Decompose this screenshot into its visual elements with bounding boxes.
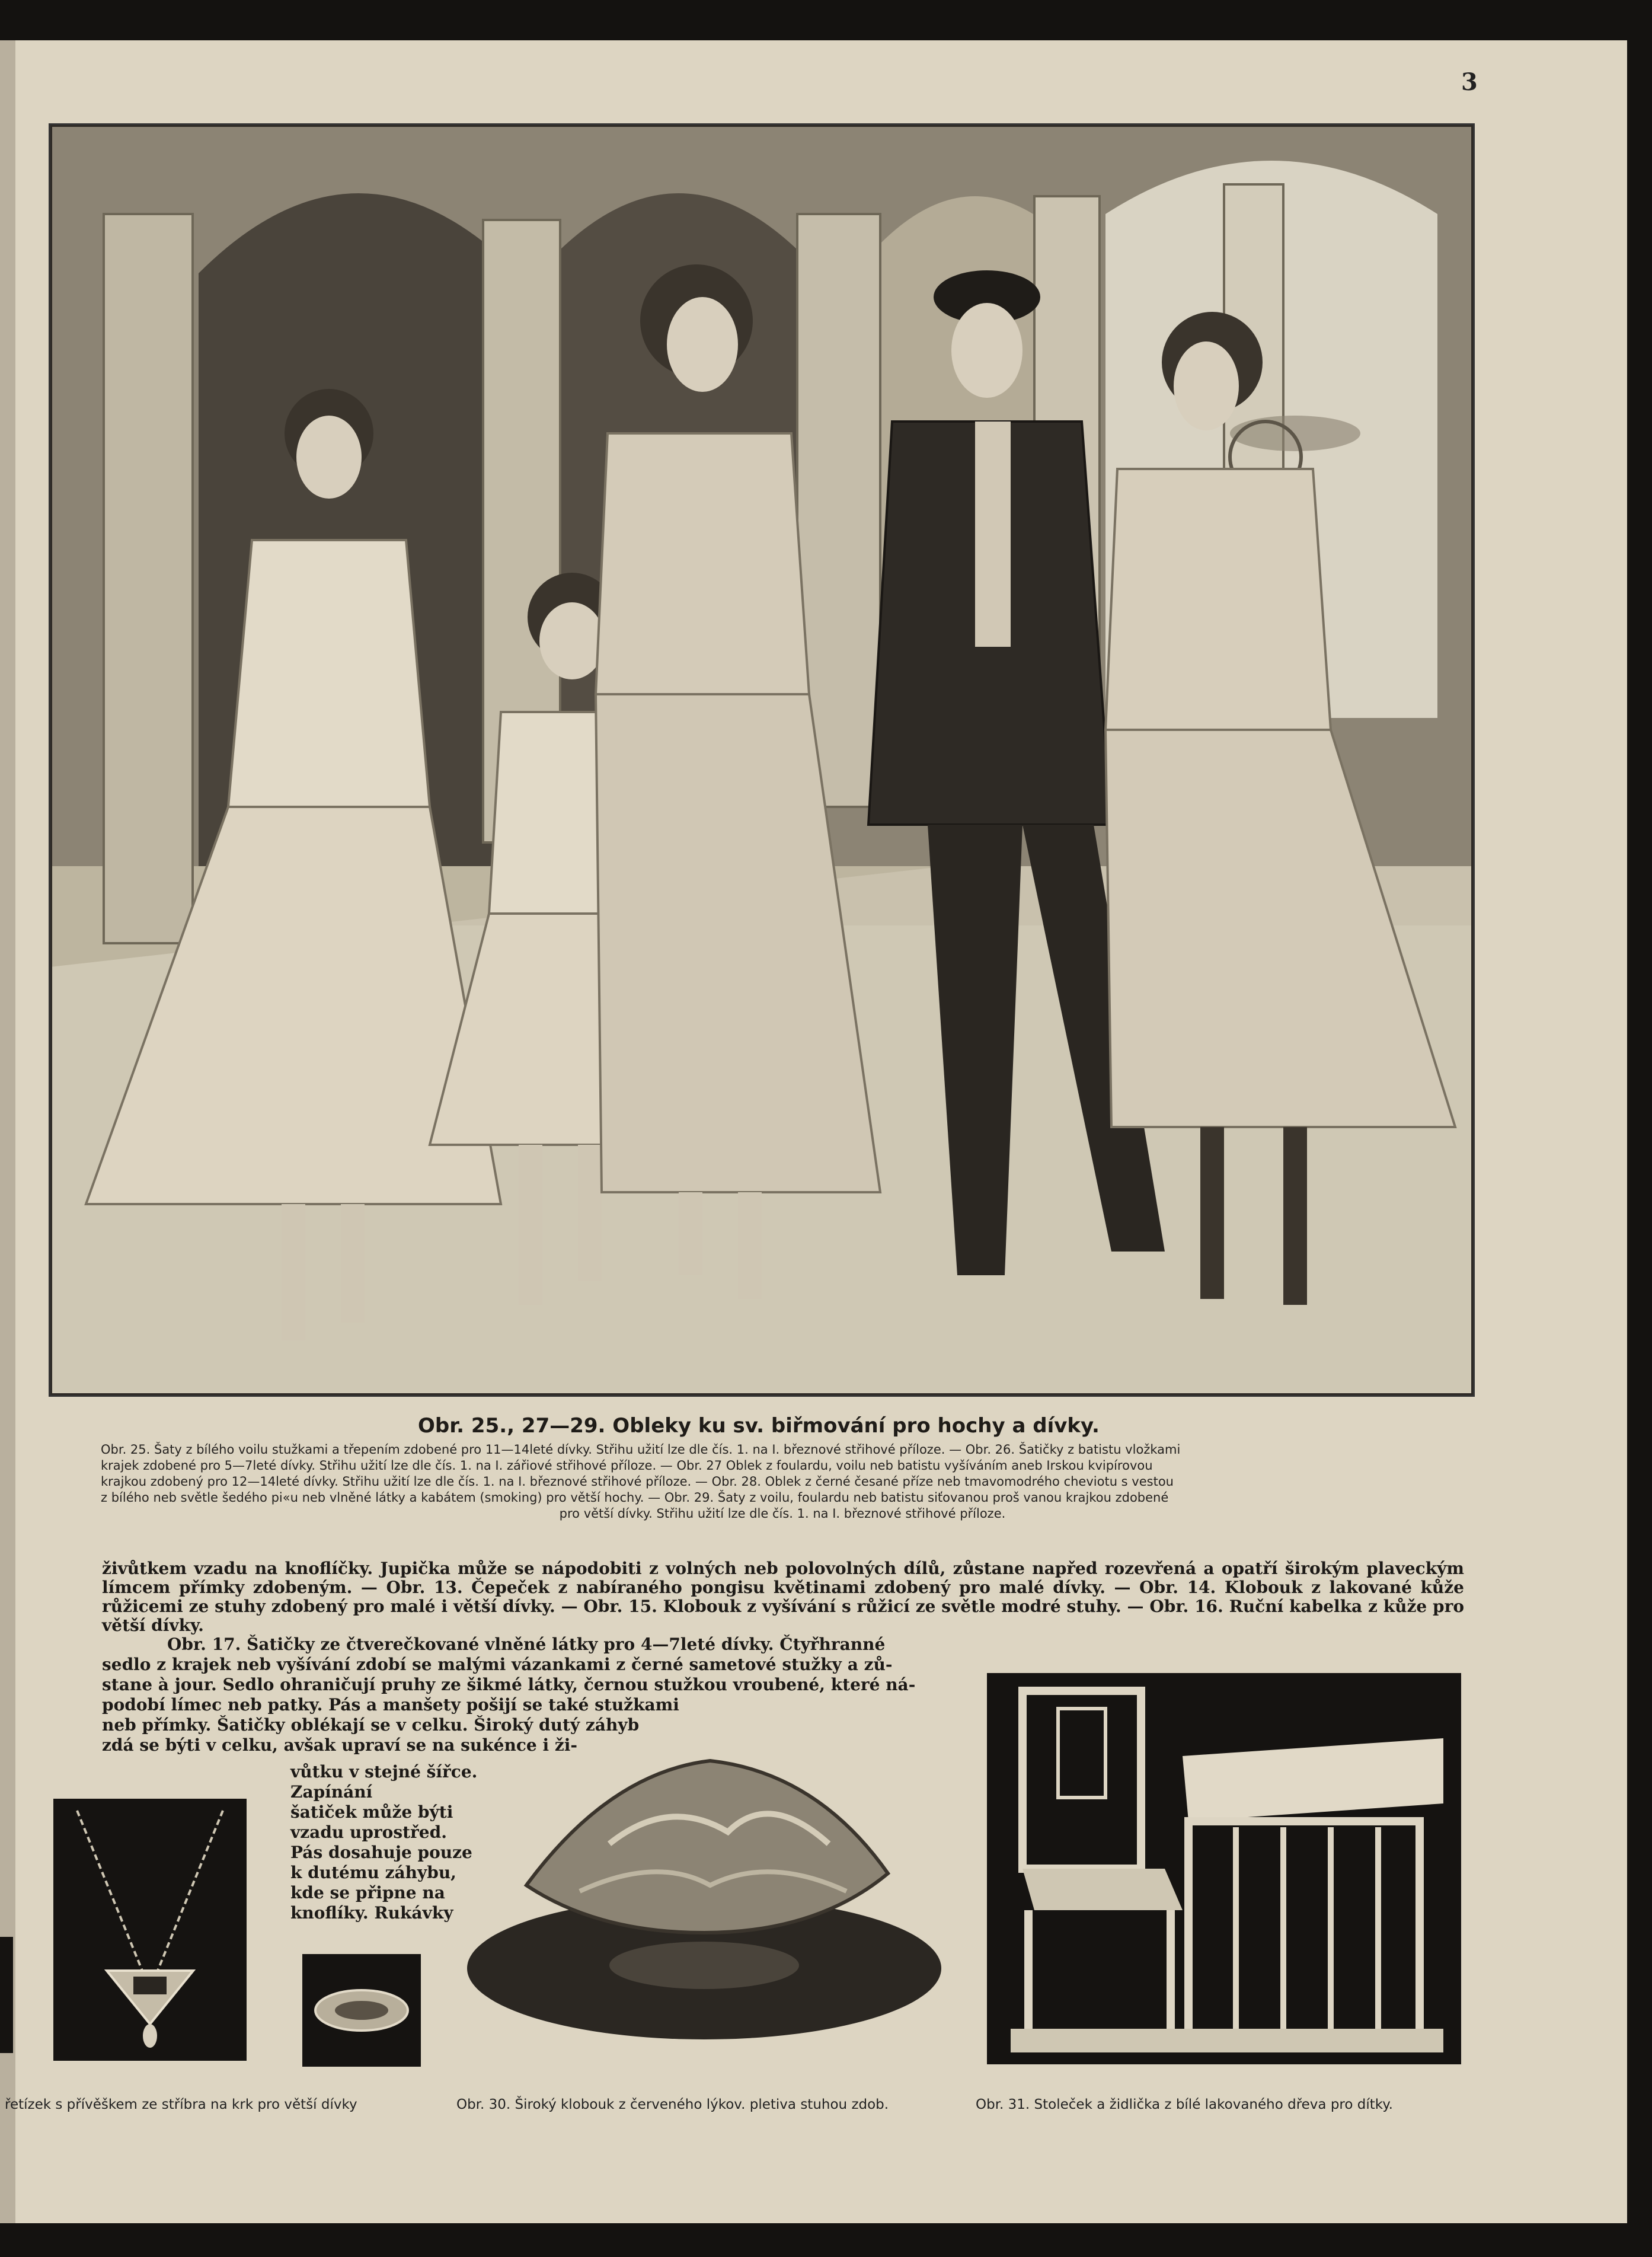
article-line: vzadu uprostřed. <box>290 1822 447 1842</box>
article-line: šatiček může býti <box>290 1802 453 1822</box>
necklace-caption: řetízek s přívěškem ze stříbra na krk pro větší dívky <box>5 2097 357 2112</box>
article-line: neb přímky. Šatičky oblékají se v celku. Široký dutý záhyb <box>102 1715 640 1735</box>
necklace-drawing <box>53 1799 247 2061</box>
carriage <box>1230 416 1360 451</box>
fashion-plate-drawing <box>50 125 1473 1395</box>
child-furniture-figure <box>987 1673 1461 2064</box>
article-line: podobí límec neb patky. Pás a manšety pošijí se také stužkami <box>102 1695 679 1715</box>
plate-caption-line: krajkou zdobený pro 12—14leté dívky. Střihu užití lze dle čís. 1. na I. březnové střihové příloze. — Obr. 28. Oblek z černé česané příze neb tmavomodrého cheviotu s vestou <box>101 1474 1174 1489</box>
brooch-drawing <box>302 1954 421 2067</box>
article-lead-paragraph: živůtkem vzadu na knoflíčky. Jupička může se nápodobiti z volných neb polovolných dílů, zůstane napřed rozevřená a opatří širokým plaveckým límcem přímky zdobeným. — Obr. 13. Čepeček z nabíraného pongisu květinami zdobený pro malé dívky. — Obr. 14. Klobouk z lakované kůže růžicemi ze stuhy zdobený pro malé i větší dívky. — Obr. 15. Klobouk z vyšívání s růžicí ze světle modré stuhy. — Obr. 16. Ruční kabelka z kůže pro větší dívky. <box>102 1559 1464 1635</box>
page-number: 3 <box>1461 68 1478 96</box>
article-line: Obr. 17. Šatičky ze čtverečkované vlněné látky pro 4—7leté dívky. Čtyřhranné <box>167 1635 886 1654</box>
hat-drawing <box>461 1737 947 2045</box>
pendant-necklace-figure <box>53 1799 247 2061</box>
plate-caption-line: krajek zdobené pro 5—7leté dívky. Střihu užití lze dle čís. 1. na I. zářiové střihové příloze. — Obr. 27 Oblek z foulardu, voilu neb batistu vyšíváním aneb Irskou kvipírovou <box>101 1458 1153 1473</box>
article-line: knoflíky. Rukávky <box>290 1903 453 1923</box>
brooch-figure <box>302 1954 421 2067</box>
scan-border-right <box>1627 0 1652 2257</box>
fashion-plate-illustration <box>49 123 1475 1397</box>
cropped-figure-fragment <box>0 1937 13 2053</box>
fig30-caption: Obr. 30. Široký klobouk z červeného lýkov. pletiva stuhou zdob. <box>456 2097 889 2112</box>
plate-title: Obr. 25., 27—29. Obleky ku sv. biřmování pro hochy a dívky. <box>418 1414 1100 1438</box>
plate-caption-line: pro větší dívky. Střihu užití lze dle čís. 1. na I. březnové střihové příloze. <box>559 1506 1006 1521</box>
article-line: kde se připne na <box>290 1883 445 1902</box>
article-line: Pás dosahuje pouze <box>290 1843 472 1862</box>
scan-border-top <box>0 0 1652 40</box>
article-line: stane à jour. Sedlo ohraničují pruhy ze šikmé látky, černou stužkou vroubené, které ná- <box>102 1675 916 1694</box>
plate-caption <box>101 1442 1464 1522</box>
article-line: zdá se býti v celku, avšak upraví se na sukénce i ži- <box>102 1735 578 1755</box>
fig31-caption: Obr. 31. Stoleček a židlička z bílé lakovaného dřeva pro dítky. <box>976 2097 1393 2112</box>
plate-caption-line: z bílého neb světle šedého pi«u neb vlněné látky a kabátem (smoking) pro větší hochy. — Obr. 29. Šaty z voilu, foulardu neb batistu siťovanou proš vanou krajkou zdobené <box>101 1490 1169 1505</box>
article-line: k dutému záhybu, <box>290 1863 456 1882</box>
column-1 <box>104 214 193 943</box>
furniture-drawing <box>987 1673 1461 2064</box>
hat-figure <box>461 1737 947 2045</box>
plate-caption-line: Obr. 25. Šaty z bílého voilu stužkami a třepením zdobené pro 11—14leté dívky. Střihu užití lze dle čís. 1. na I. březnové střihové příloze. — Obr. 26. Šatičky z batistu vložkami <box>101 1442 1181 1457</box>
page-gutter <box>0 40 15 2223</box>
article-line: sedlo z krajek neb vyšívání zdobí se malými vázankami z černé sametové stužky a zů- <box>102 1655 893 1674</box>
scan-border-bottom <box>0 2223 1652 2257</box>
article-line: vůtku v stejné šířce. Zapínání <box>290 1762 478 1802</box>
